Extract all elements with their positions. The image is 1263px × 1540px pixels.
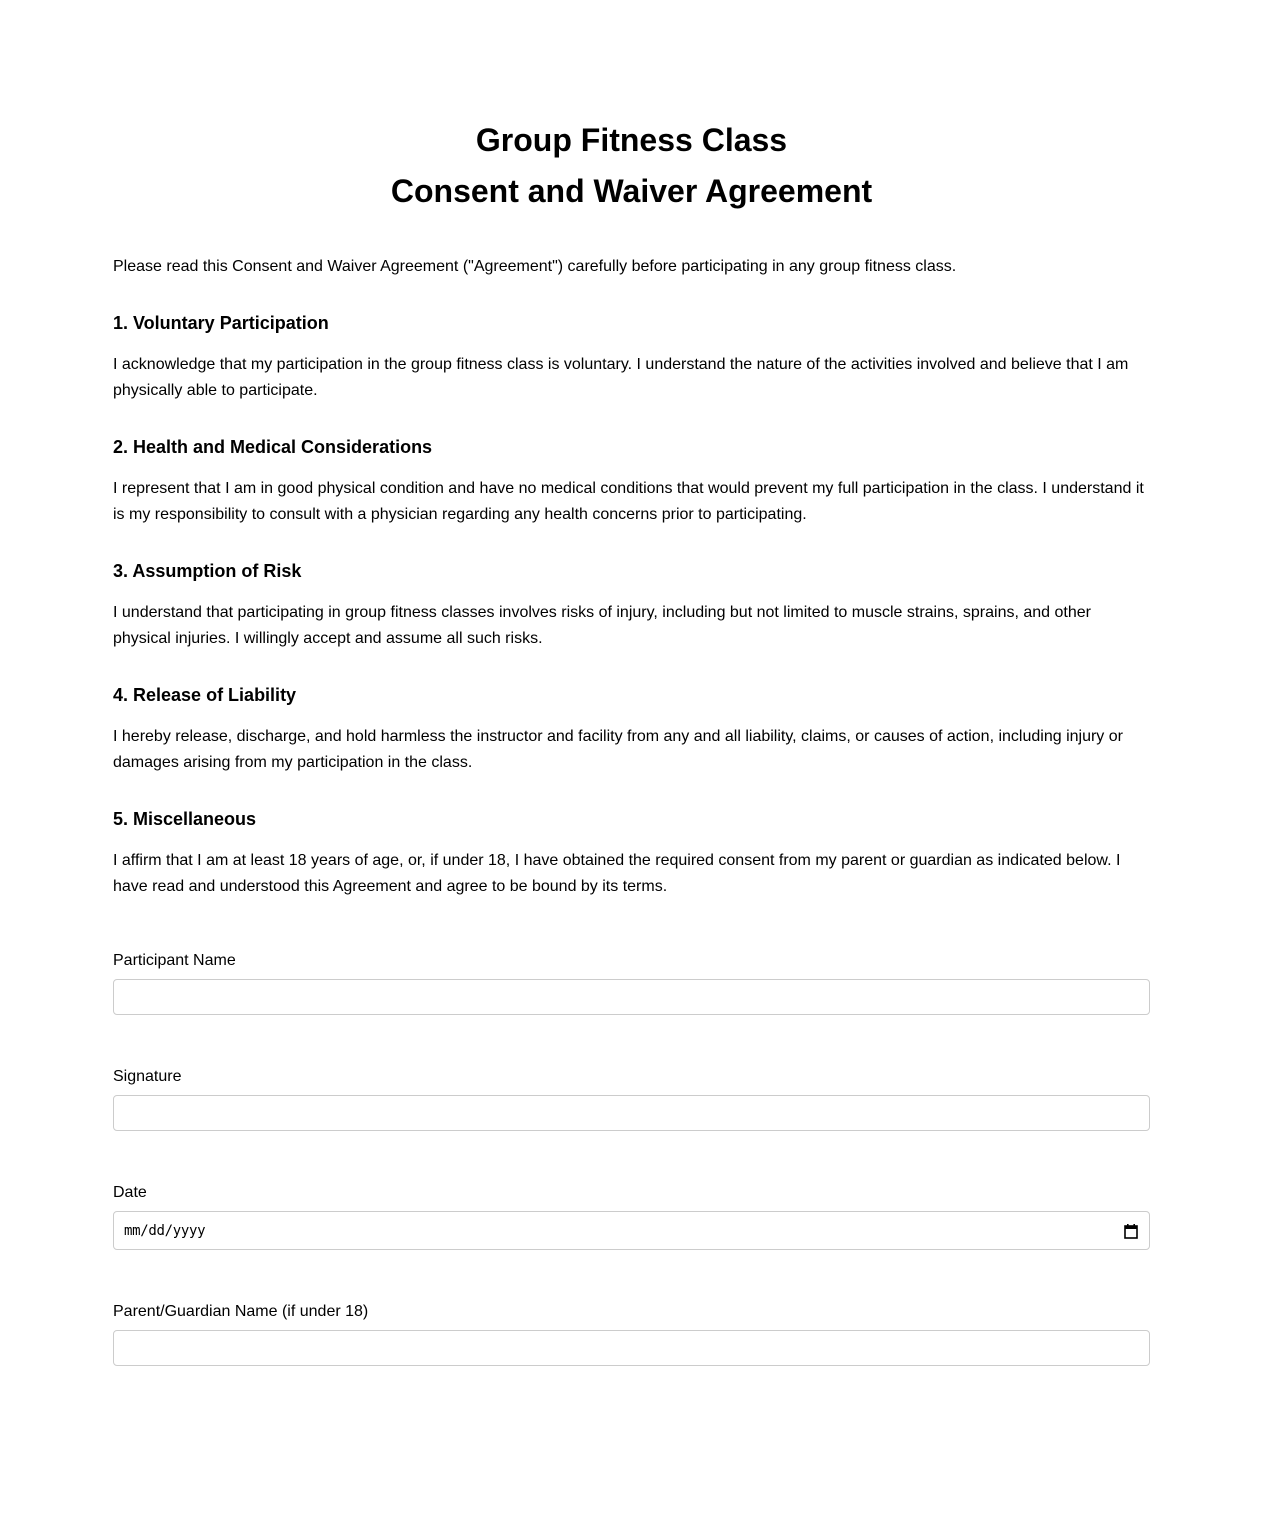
guardian-name-label: Parent/Guardian Name (if under 18) <box>113 1303 369 1320</box>
signature-field <box>113 1066 1150 1131</box>
section-heading: 5. Miscellaneous <box>113 809 257 829</box>
section-heading: 1. Voluntary Participation <box>113 313 329 333</box>
participant-name-label: Participant Name <box>113 952 236 969</box>
section-release-of-liability <box>113 682 1150 776</box>
participant-name-field <box>113 950 1150 1015</box>
signature-input[interactable] <box>113 1095 1150 1131</box>
calendar-icon[interactable] <box>1124 1223 1138 1239</box>
intro-paragraph: Please read this Consent and Waiver Agreement ("Agreement") carefully before participating in any group fitness class. <box>113 258 957 275</box>
guardian-name-field <box>113 1301 1150 1366</box>
section-assumption-of-risk <box>113 558 1150 652</box>
participant-name-input[interactable] <box>113 979 1150 1015</box>
date-label: Date <box>113 1184 147 1201</box>
guardian-name-input[interactable] <box>113 1330 1150 1366</box>
waiver-page <box>113 0 1150 1320</box>
section-body: I acknowledge that my participation in the group fitness class is voluntary. I understand the nature of the activities involved and believe that I am physically able to participate. <box>113 356 1129 399</box>
waiver-form <box>113 950 1150 1366</box>
section-voluntary-participation <box>113 310 1150 404</box>
section-body: I affirm that I am at least 18 years of age, or, if under 18, I have obtained the required consent from my parent or guardian as indicated below. I have read and understood this Agreement and agree to be bound by its terms. <box>113 852 1121 895</box>
page-title <box>113 115 1150 217</box>
section-body: I understand that participating in group fitness classes involves risks of injury, including but not limited to muscle strains, sprains, and other physical injuries. I willingly accept and assume all such risks. <box>113 604 1091 647</box>
date-placeholder: mm/dd/yyyy <box>124 1222 206 1239</box>
signature-label: Signature <box>113 1068 182 1085</box>
section-body: I hereby release, discharge, and hold harmless the instructor and facility from any and all liability, claims, or causes of action, including injury or damages arising from my participation in the class. <box>113 728 1123 771</box>
date-input[interactable] <box>113 1211 1150 1250</box>
date-field <box>113 1182 1150 1250</box>
section-miscellaneous <box>113 806 1150 900</box>
title-line-1: Group Fitness Class <box>475 122 788 158</box>
section-health-medical <box>113 434 1150 528</box>
section-heading: 3. Assumption of Risk <box>113 561 302 581</box>
title-line-2: Consent and Waiver Agreement <box>390 173 873 209</box>
section-heading: 2. Health and Medical Considerations <box>113 437 433 457</box>
section-body: I represent that I am in good physical condition and have no medical conditions that would prevent my full participation in the class. I understand it is my responsibility to consult with a physician regarding any health concerns prior to participating. <box>113 480 1144 523</box>
section-heading: 4. Release of Liability <box>113 685 297 705</box>
